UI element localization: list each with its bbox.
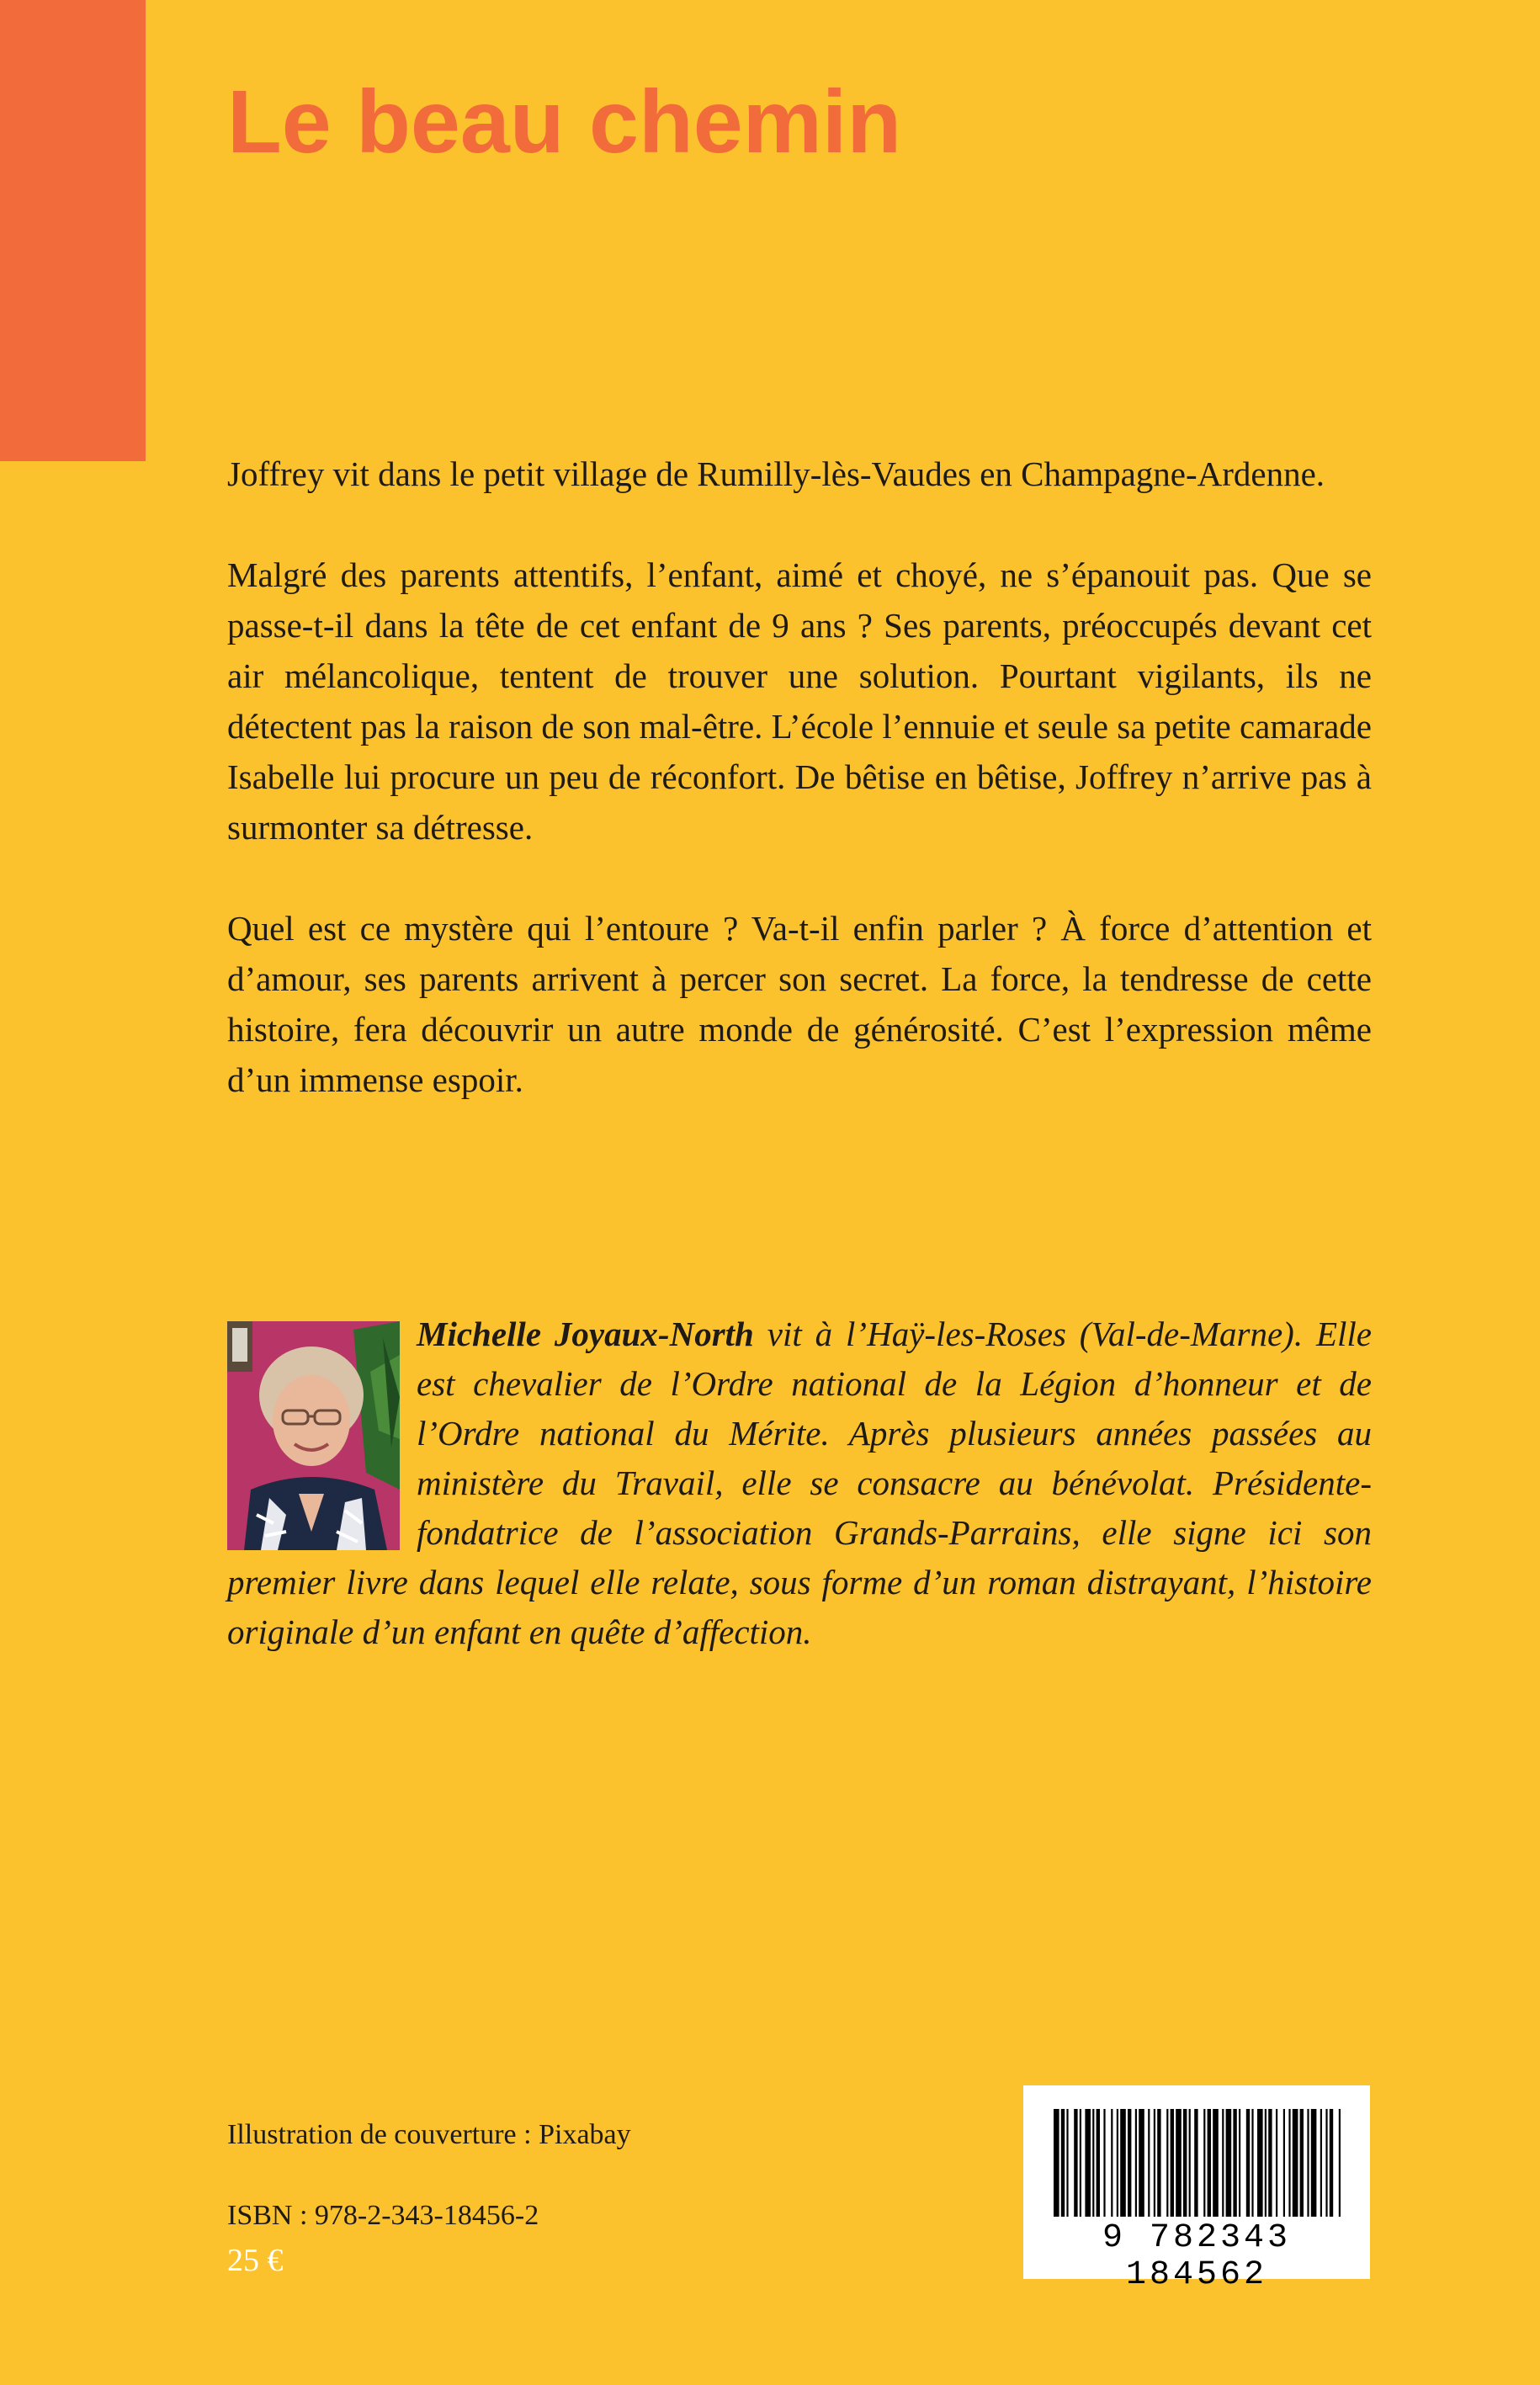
barcode-bar [1085, 2109, 1091, 2217]
barcode-bar [1339, 2109, 1341, 2217]
barcode-bar [1154, 2109, 1155, 2217]
barcode-bar [1226, 2109, 1232, 2217]
barcode-bar [1233, 2109, 1236, 2217]
barcode-bar [1157, 2109, 1160, 2217]
barcode-bar [1239, 2109, 1240, 2217]
barcode-bar [1061, 2109, 1065, 2217]
barcode-bar [1311, 2109, 1317, 2217]
back-cover-blurb [227, 449, 1372, 1155]
blurb-paragraph: Malgré des parents attentifs, l’enfant, aimé et choyé, ne s’épanouit pas. Que se passe-t-il dans la tête de cet enfant de 9 ans ? Ses parents, préoccupés devant cet air mélancolique, tentent de trouver une solution. Pourtant vigilants, ils ne détectent pas la raison de son mal-être. L’école l’ennuie et seule sa petite camarade Isabelle lui procure un peu de réconfort. De bêtise en bêtise, Joffrey n’arrive pas à surmonter sa détresse. [227, 555, 1372, 847]
barcode-bar [1117, 2109, 1118, 2217]
barcode-bar [1135, 2109, 1137, 2217]
barcode-bar [1283, 2109, 1285, 2217]
barcode-bar [1300, 2109, 1304, 2217]
barcode-bar [1213, 2109, 1219, 2217]
barcode-bar [1276, 2109, 1277, 2217]
barcode-bar [1189, 2109, 1191, 2217]
accent-bar [0, 0, 146, 461]
barcode-bar [1103, 2109, 1105, 2217]
barcode-bar [1325, 2109, 1327, 2217]
barcode-bar [1257, 2109, 1263, 2217]
author-bio-text: vit à l’Haÿ-les-Roses (Val-de-Marne). Elle est chevalier de l’Ordre national de la Légion d’honneur et de l’Ordre national du Mérite. Après plusieurs années passées au ministère du Travail, elle se consacre au bénévolat. Présidente-fondatrice de l’association Grands-Parrains, elle signe ici son premier livre dans lequel elle relate, sous forme d’un roman distrayant, l’histoire originale d’un enfant en quête d’affection. [227, 1315, 1372, 1651]
barcode-bars [1023, 2085, 1370, 2228]
author-biography [227, 1309, 1372, 1657]
barcode-bar [1139, 2109, 1144, 2217]
author-name: Michelle Joyaux-North [417, 1315, 754, 1353]
barcode-bar [1120, 2109, 1126, 2217]
barcode-bar [1066, 2109, 1068, 2217]
barcode-bar [1128, 2109, 1131, 2217]
blurb-paragraph: Joffrey vit dans le petit village de Rumilly-lès-Vaudes en Champagne-Ardenne. [227, 454, 1325, 493]
photo-text-wrap-spacer [227, 1309, 417, 1554]
barcode-bar [1288, 2109, 1290, 2217]
barcode-digits: 9 782343 184562 [1102, 2219, 1292, 2294]
barcode-bar [1203, 2109, 1205, 2217]
barcode-bar [1307, 2109, 1309, 2217]
barcode-bar [1097, 2109, 1100, 2217]
blurb-paragraph: Quel est ce mystère qui l’entoure ? Va-t-il enfin parler ? À force d’attention et d’amour, ses parents arrivent à percer son secret. La force, la tendresse de cette histoire, fera découvrir un autre monde de générosité. C’est l’expression même d’un immense espoir. [227, 909, 1372, 1099]
barcode-bar [1208, 2109, 1211, 2217]
barcode-bar [1092, 2109, 1094, 2217]
barcode-bar [1176, 2109, 1182, 2217]
barcode-bar [1265, 2109, 1267, 2217]
barcode-bar [1293, 2109, 1298, 2217]
book-title: Le beau chemin [227, 72, 902, 172]
isbn-label: ISBN : 978-2-343-18456-2 [227, 2200, 539, 2231]
barcode-bar [1268, 2109, 1272, 2217]
barcode-bar [1251, 2109, 1253, 2217]
barcode-bar [1166, 2109, 1168, 2217]
barcode-bar [1222, 2109, 1224, 2217]
barcode-bar [1246, 2109, 1250, 2217]
barcode-bar [1320, 2109, 1322, 2217]
price-label: 25 € [227, 2243, 284, 2278]
illustration-credit: Illustration de couverture : Pixabay [227, 2119, 631, 2150]
barcode-bar [1171, 2109, 1174, 2217]
barcode-bar [1183, 2109, 1187, 2217]
barcode-bar [1054, 2109, 1059, 2217]
barcode-bar [1330, 2109, 1333, 2217]
barcode-bar [1194, 2109, 1197, 2217]
barcode-bar [1111, 2109, 1113, 2217]
barcode-bar [1148, 2109, 1150, 2217]
barcode [1023, 2085, 1370, 2294]
barcode-bar [1080, 2109, 1081, 2217]
barcode-bar [1074, 2109, 1077, 2217]
